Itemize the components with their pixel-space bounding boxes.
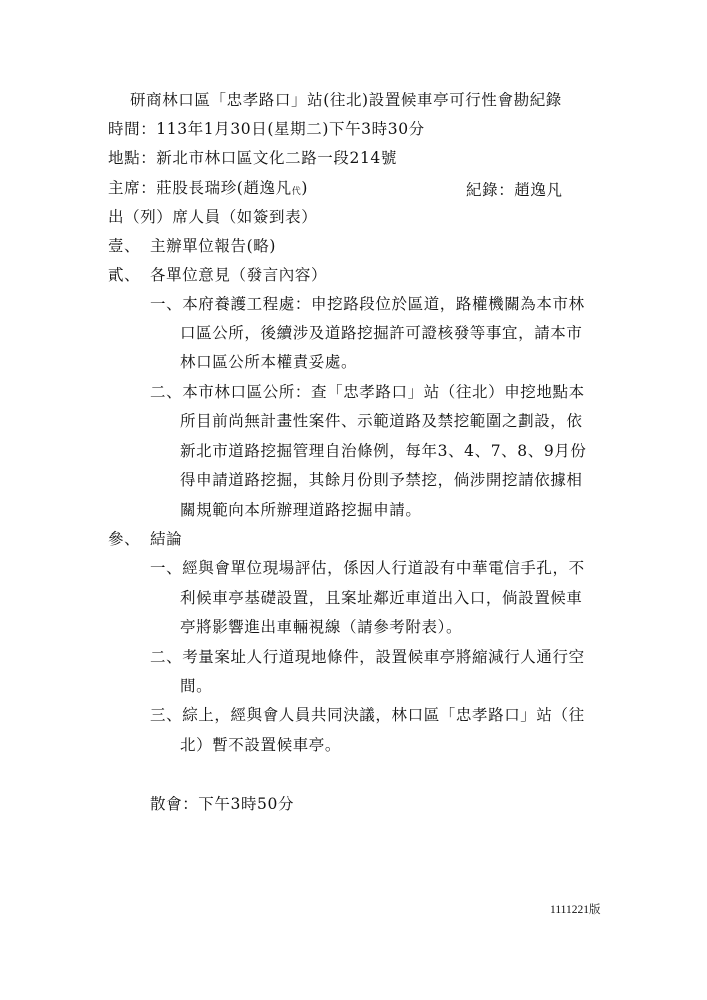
opinion-line: 一、本府養護工程處：申挖路段位於區道，路權機關為本市林 <box>150 295 585 313</box>
document-title: 研商林口區「忠孝路口」站(往北)設置候車亭可行性會勘紀錄 <box>130 91 562 109</box>
meeting-chair <box>108 178 308 202</box>
meeting-time: 時間：113年1月30日(星期二)下午3時30分 <box>108 120 425 138</box>
opinion-line: 得申請道路挖掘，其餘月份則予禁挖，倘涉開挖請依據相 <box>180 471 583 489</box>
version-mark: 1111221版 <box>550 904 601 916</box>
opinion-line: 口區公所，後續涉及道路挖掘許可證核發等事宜，請本市 <box>180 324 583 342</box>
meeting-location: 地點：新北市林口區文化二路一段214號 <box>108 149 397 167</box>
conclusion-line: 亭將影響進出車輛視線（請參考附表）。 <box>180 618 463 636</box>
section2-title: 各單位意見（發言內容） <box>150 266 328 284</box>
adjourn-time: 散會：下午3時50分 <box>150 795 295 813</box>
section1-number: 壹、 <box>108 237 141 255</box>
section3-number: 參、 <box>108 530 141 548</box>
section2-number: 貳、 <box>108 266 141 284</box>
chair-close: ) <box>301 179 309 197</box>
conclusion-line: 一、經與會單位現場評估，係因人行道設有中華電信手孔，不 <box>150 559 585 577</box>
conclusion-line: 間。 <box>180 677 213 695</box>
opinion-line: 林口區公所本權責妥處。 <box>180 353 358 371</box>
section3-title: 結論 <box>150 530 183 548</box>
section1-title: 主辦單位報告(略) <box>150 237 276 255</box>
proxy-mark: 代 <box>291 187 302 197</box>
opinion-line: 所目前尚無計畫性案件、示範道路及禁挖範圍之劃設，依 <box>180 412 583 430</box>
conclusion-line: 三、綜上，經與會人員共同決議，林口區「忠孝路口」站（往 <box>150 706 585 724</box>
conclusion-line: 北）暫不設置候車亭。 <box>180 736 342 754</box>
conclusion-line: 利候車亭基礎設置，且案址鄰近車道出入口，倘設置候車 <box>180 589 583 607</box>
conclusion-line: 二、考量案址人行道現地條件，設置候車亭將縮減行人通行空 <box>150 648 585 666</box>
chair-text: 主席：莊股長瑞珍(趙逸凡 <box>108 179 292 197</box>
attendees: 出（列）席人員（如簽到表） <box>108 208 318 226</box>
opinion-line: 新北市道路挖掘管理自治條例，每年3、4、7、8、9月份 <box>180 442 587 460</box>
opinion-line: 二、本市林口區公所：查「忠孝路口」站（往北）申挖地點本 <box>150 383 585 401</box>
meeting-recorder: 紀錄：趙逸凡 <box>466 181 563 199</box>
opinion-line: 關規範向本所辦理道路挖掘申請。 <box>180 501 422 519</box>
